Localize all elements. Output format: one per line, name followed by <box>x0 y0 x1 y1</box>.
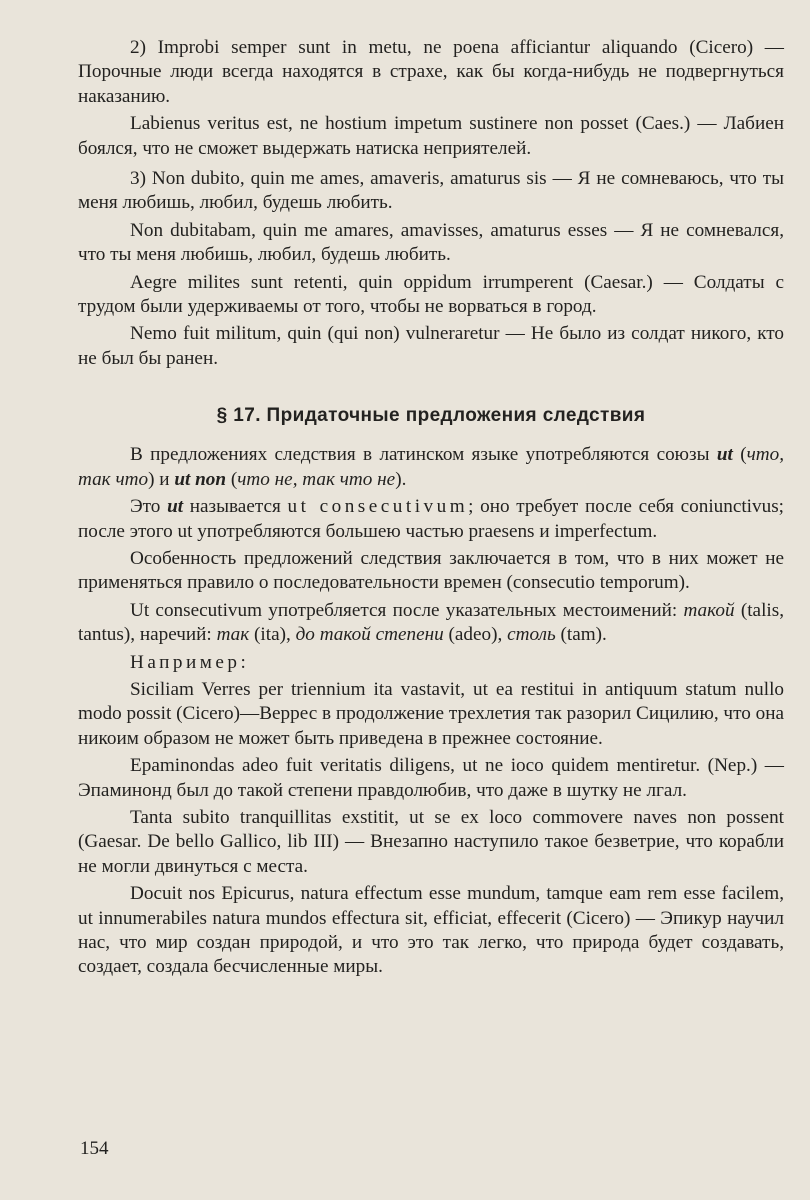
page-number: 154 <box>80 1138 109 1159</box>
example: Siciliam Verres per triennium ita vastavit, ut ea restitui in antiquum statum nullo modo possit (Cicero)—Веррес в продолжение трехлетия так разорил Сицилию, что она никоим образом не может быть приведена в прежнее состояние. <box>78 678 784 749</box>
example: Docuit nos Epicurus, natura effectum esse mundum, tamque eam rem esse facilem, ut innumerabiles natura mundos effectura sit, efficiat, effecerit (Cicero) — Эпикур научил нас, что мир создан природой, и что это так легко, что природа будет создавать, создает, создала бесчисленные миры. <box>78 883 784 978</box>
latin-term: ut <box>167 496 184 518</box>
italic-word: так <box>216 624 250 646</box>
paragraph: 2) Improbi semper sunt in metu, ne poena afficiantur aliquando (Cicero) — Порочные люди всегда находятся в страхе, как бы когда-нибудь не подвергнуться наказанию. <box>78 37 784 107</box>
section-heading: § 17. Придаточные предложения следствия <box>216 405 646 427</box>
paragraph-usage: Ut consecutivum употребляется после указательных местоимений: такой (talis, tantus), наречий: так (ita), до такой степени (adeo), столь (tam). <box>78 599 784 646</box>
paragraph-consecutivum: Это ut называется ut consecutivum; оно требует после себя coniunctivus; после этого ut употребляются большею частью praesens и imperfectum. <box>78 496 784 542</box>
paragraph: 3) Non dubito, quin me ames, amaveris, amaturus sis — Я не сомневаюсь, что ты меня любишь, любил, будешь любить. <box>78 168 784 214</box>
latin-term: ut non <box>174 468 227 490</box>
spaced-term: ut consecutivum <box>287 496 469 518</box>
paragraph: Non dubitabam, quin me amares, amavisses, amaturus esses — Я не сомневался, что ты меня любишь, любил, будешь любить. <box>78 219 784 266</box>
example: Epaminondas adeo fuit veritatis diligens, ut ne ioco quidem mentiretur. (Nep.) — Эпаминонд был до такой степени правдолюбив, что даже в шутку не лгал. <box>78 755 784 801</box>
paragraph: Aegre milites sunt retenti, quin oppidum irrumperent (Caesar.) — Солдаты с трудом были удерживаемы от того, чтобы не ворваться в город. <box>78 271 784 318</box>
translation: что, так что <box>78 444 785 490</box>
italic-word: столь <box>507 624 556 646</box>
paragraph: Nemo fuit militum, quin (qui non) vulneraretur — Не было из солдат никого, кто не был бы ранен. <box>78 323 784 369</box>
latin-term: ut <box>716 444 733 466</box>
italic-word: такой <box>683 599 735 621</box>
paragraph-intro: В предложениях следствия в латинском языке употребляются союзы ut (что, так что) и ut non (что не, так что не). <box>78 444 785 490</box>
italic-word: до такой степени <box>295 624 444 646</box>
example: Tanta subito tranquillitas exstitit, ut se ex loco commovere naves non possent (Gaesar. De bello Gallico, lib III) — Внезапно наступило такое безветрие, что корабли не могли двинуться с места. <box>78 806 784 877</box>
paragraph: Labienus veritus est, ne hostium impetum sustinere non posset (Caes.) — Лабиен боялся, что не сможет выдержать натиска неприятелей. <box>78 113 784 159</box>
translation: что не, так что не <box>237 468 396 490</box>
example-label: Например: <box>130 651 250 673</box>
paragraph: Особенность предложений следствия заключается в том, что в них может не применяться правило о последовательности времен (consecutio temporum). <box>78 547 784 594</box>
